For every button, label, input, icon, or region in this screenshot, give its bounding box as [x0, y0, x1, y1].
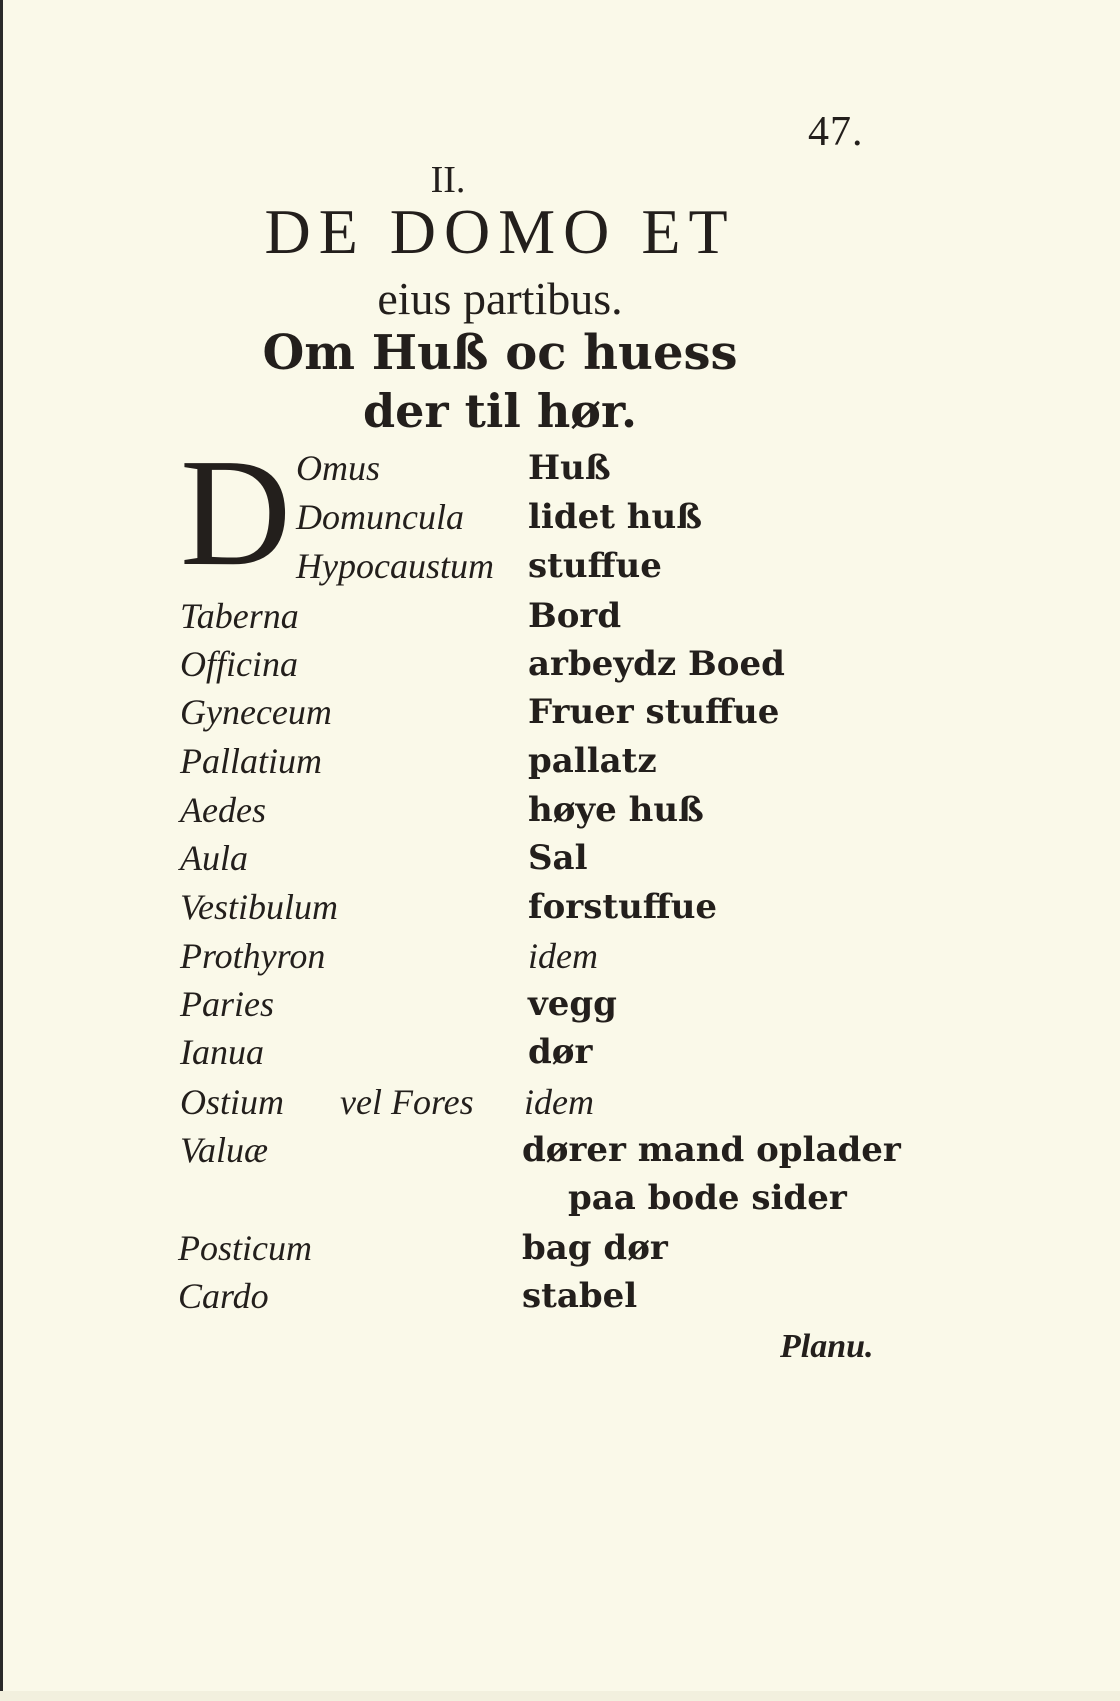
- latin-term: Vestibulum: [180, 887, 338, 927]
- danish-term-continued: paa bode sider: [568, 1178, 847, 1218]
- danish-term: Huß: [528, 448, 611, 488]
- latin-term: Hypocaustum: [296, 546, 494, 586]
- danish-term: Fruer stuffue: [528, 692, 780, 732]
- latin-term: Posticum: [178, 1228, 312, 1268]
- chapter-title-danish: Om Huß oc huess: [262, 325, 738, 381]
- latin-term: Ostium: [180, 1082, 285, 1122]
- chapter-subtitle-latin: eius partibus.: [377, 273, 623, 324]
- latin-term: Taberna: [180, 596, 299, 636]
- latin-term: Officina: [180, 644, 298, 684]
- latin-term: Ianua: [180, 1032, 264, 1072]
- danish-term: stuffue: [528, 546, 662, 586]
- chapter-title-latin: DE DOMO ET: [264, 196, 736, 267]
- danish-term: høye huß: [528, 790, 704, 830]
- danish-term: Bord: [528, 596, 622, 636]
- latin-term: Aedes: [180, 790, 266, 830]
- latin-term: Paries: [180, 984, 274, 1024]
- latin-term: Cardo: [178, 1276, 269, 1316]
- section-number: II.: [430, 159, 466, 201]
- page-bottom-margin: [0, 1691, 1120, 1701]
- danish-term: forstuffue: [528, 887, 718, 927]
- danish-term: dører mand oplader: [522, 1130, 901, 1170]
- danish-term: Sal: [528, 838, 588, 878]
- danish-term: arbeydz Boed: [528, 644, 785, 684]
- latin-term: Domuncula: [296, 497, 464, 537]
- danish-term: pallatz: [528, 741, 657, 781]
- latin-term: Pallatium: [180, 741, 322, 781]
- danish-term: bag dør: [522, 1228, 668, 1268]
- danish-term: idem: [528, 936, 598, 976]
- chapter-title-danish-continued: der til hør.: [362, 384, 638, 438]
- danish-term: vegg: [528, 984, 617, 1024]
- catchword: Planu.: [780, 1328, 874, 1365]
- drop-cap-initial: D: [180, 428, 292, 598]
- latin-term: Valuæ: [180, 1130, 269, 1170]
- latin-term: Prothyron: [180, 936, 326, 976]
- danish-term: stabel: [522, 1276, 638, 1316]
- latin-term: Gyneceum: [180, 692, 332, 732]
- danish-term: lidet huß: [528, 497, 703, 537]
- page-number: 47.: [808, 109, 864, 155]
- latin-alternate-term: vel Fores: [340, 1082, 474, 1122]
- latin-term: Aula: [180, 838, 248, 878]
- danish-term: dør: [528, 1032, 593, 1072]
- danish-term: idem: [524, 1082, 594, 1122]
- latin-term: Omus: [296, 448, 381, 488]
